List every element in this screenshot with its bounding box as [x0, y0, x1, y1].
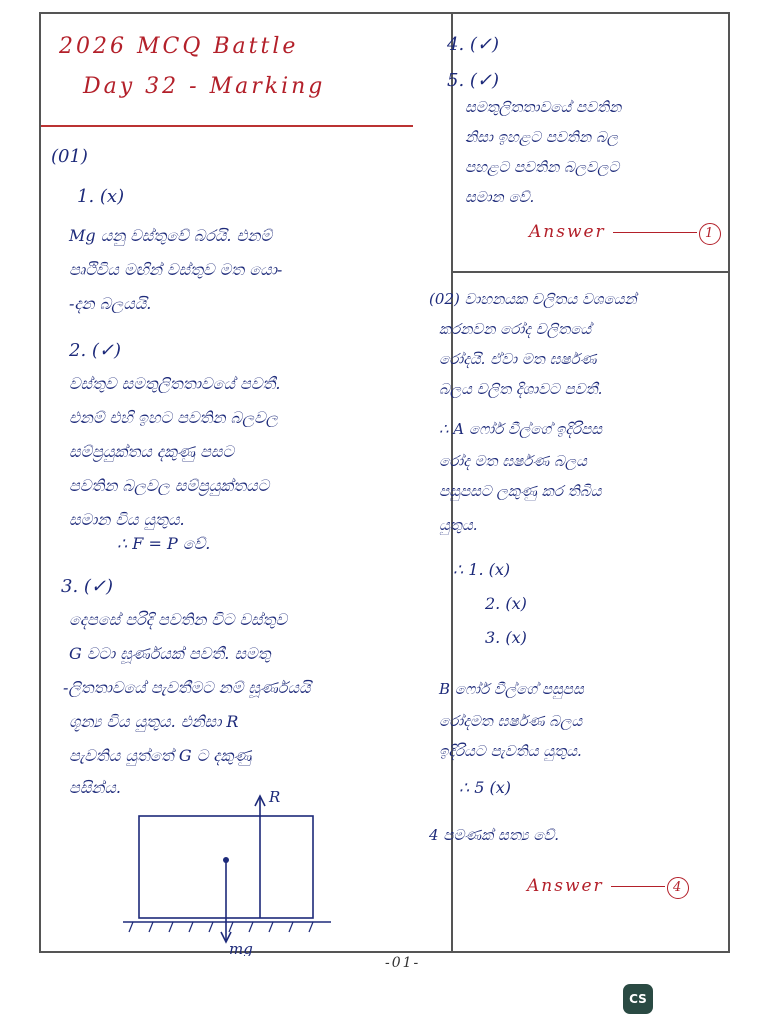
- item-3-line-1: දෙපසේ පරිදි පවතින විට වස්තුව: [69, 610, 288, 629]
- item-5-line-3: පහළට පවතින බලවලට: [465, 158, 620, 176]
- right-section-divider: [451, 271, 730, 273]
- answer-1: [529, 222, 721, 245]
- item-1-line-2: පෘථිවිය මඟින් වස්තුව මත යො-: [69, 260, 283, 279]
- item-5-line-2: නිසා ඉහළට පවතින බල: [465, 128, 619, 146]
- item-2-line-2: එනම් එහි ඉහට පවතින බලවල: [69, 408, 278, 427]
- reaction-label: R: [269, 788, 281, 806]
- title-line-1: 2026 MCQ Battle: [59, 34, 299, 59]
- item-2-line-1: වස්තුව සමතුලිතතාවයේ පවතී.: [69, 374, 281, 393]
- answer-1-number: 1: [699, 223, 721, 245]
- q2b-line-1: B ෆෝර් වීල්ගේ පසුපස: [439, 680, 584, 698]
- item-3-line-3: -ලිතතාවයේ පැවතීමට නම් ඝූර්ණයයි: [63, 678, 311, 697]
- q2-line-5: ∴ A ෆෝර් වීල්ගේ ඉදිරිපස: [439, 420, 603, 438]
- item-4-label: 4. (✓): [447, 34, 500, 55]
- q2-line-6: රෝද මත ඝර්ෂණ බලය: [439, 452, 587, 470]
- camscanner-logo: CS: [623, 984, 653, 1014]
- q2-line-7: පසුපසට ලකුණු කර තිබිය: [439, 482, 602, 500]
- item-1-label: 1. (x): [77, 186, 125, 207]
- answer-2-number: 4: [667, 877, 689, 899]
- q2-mark-2: 2. (x): [485, 594, 527, 613]
- title-line-2: Day 32 - Marking: [83, 74, 326, 99]
- q2-line-8: යුතුය.: [439, 516, 478, 534]
- answer-sheet: [39, 12, 730, 956]
- q2-mark-3: 3. (x): [485, 628, 527, 647]
- item-1-line-1: Mg යනු වස්තුවේ බරයි. එනම්: [69, 226, 272, 245]
- answer-1-text: Answer: [529, 222, 606, 242]
- item-2-line-4: පවතින බලවල සම්ප්‍රයුක්තයට: [69, 476, 270, 495]
- item-2-line-3: සම්ප්‍රයුක්තය දකුණු පසට: [69, 442, 234, 461]
- item-2-line-5: සමාන විය යුතුය.: [69, 510, 185, 529]
- q2-conclusion: 4 පමණක් සත්‍ය වේ.: [429, 826, 560, 844]
- item-3-label: 3. (✓): [61, 576, 114, 597]
- q2b-line-2: රෝදමත ඝර්ෂණ බලය: [439, 712, 583, 730]
- item-3-line-4: ශූන්‍ය විය යුතුය. එනිසා R: [69, 712, 239, 731]
- answer-2: [527, 876, 689, 899]
- question-1-number: (01): [51, 146, 88, 167]
- q2-line-2: කරනවන රෝද චලිතයේ: [439, 320, 592, 338]
- item-5-line-4: සමාන වේ.: [465, 188, 535, 206]
- q2-mark-1: ∴ 1. (x): [453, 560, 511, 579]
- weight-label: mg: [229, 940, 253, 956]
- q2b-mark: ∴ 5 (x): [459, 778, 512, 797]
- ground-hatching: [129, 922, 313, 932]
- item-5-line-1: සමතුලිතතාවයේ පවතින: [465, 98, 622, 116]
- item-3-line-6: පසින්ය.: [69, 778, 121, 797]
- item-1-line-3: -දන බලයයි.: [69, 294, 152, 313]
- q2-line-3: රෝදයි. ඒවා මත ඝර්ෂණ: [439, 350, 597, 368]
- answer-2-leader: [611, 886, 665, 887]
- answer-2-text: Answer: [527, 876, 604, 896]
- q2-line-1: (02) වාහනයක චලිතය වශයෙන්: [429, 290, 637, 308]
- item-3-line-5: පැවතිය යුත්තේ G ට දකුණු: [69, 746, 252, 765]
- item-2-conclusion: ∴ F = P වේ.: [117, 534, 211, 553]
- q2b-line-3: ඉදිරියට පැවතිය යුතුය.: [439, 742, 582, 760]
- item-3-line-2: G වටා ඝූර්ණයක් පවතී. සමතු: [69, 644, 271, 663]
- force-diagram: [119, 776, 419, 956]
- page-number: -01-: [385, 955, 421, 971]
- answer-1-leader: [613, 232, 697, 233]
- item-2-label: 2. (✓): [69, 340, 122, 361]
- item-5-label: 5. (✓): [447, 70, 500, 91]
- q2-line-4: බලය චලිත දිශාවට පවතී.: [439, 380, 603, 398]
- title-underline: [41, 125, 413, 127]
